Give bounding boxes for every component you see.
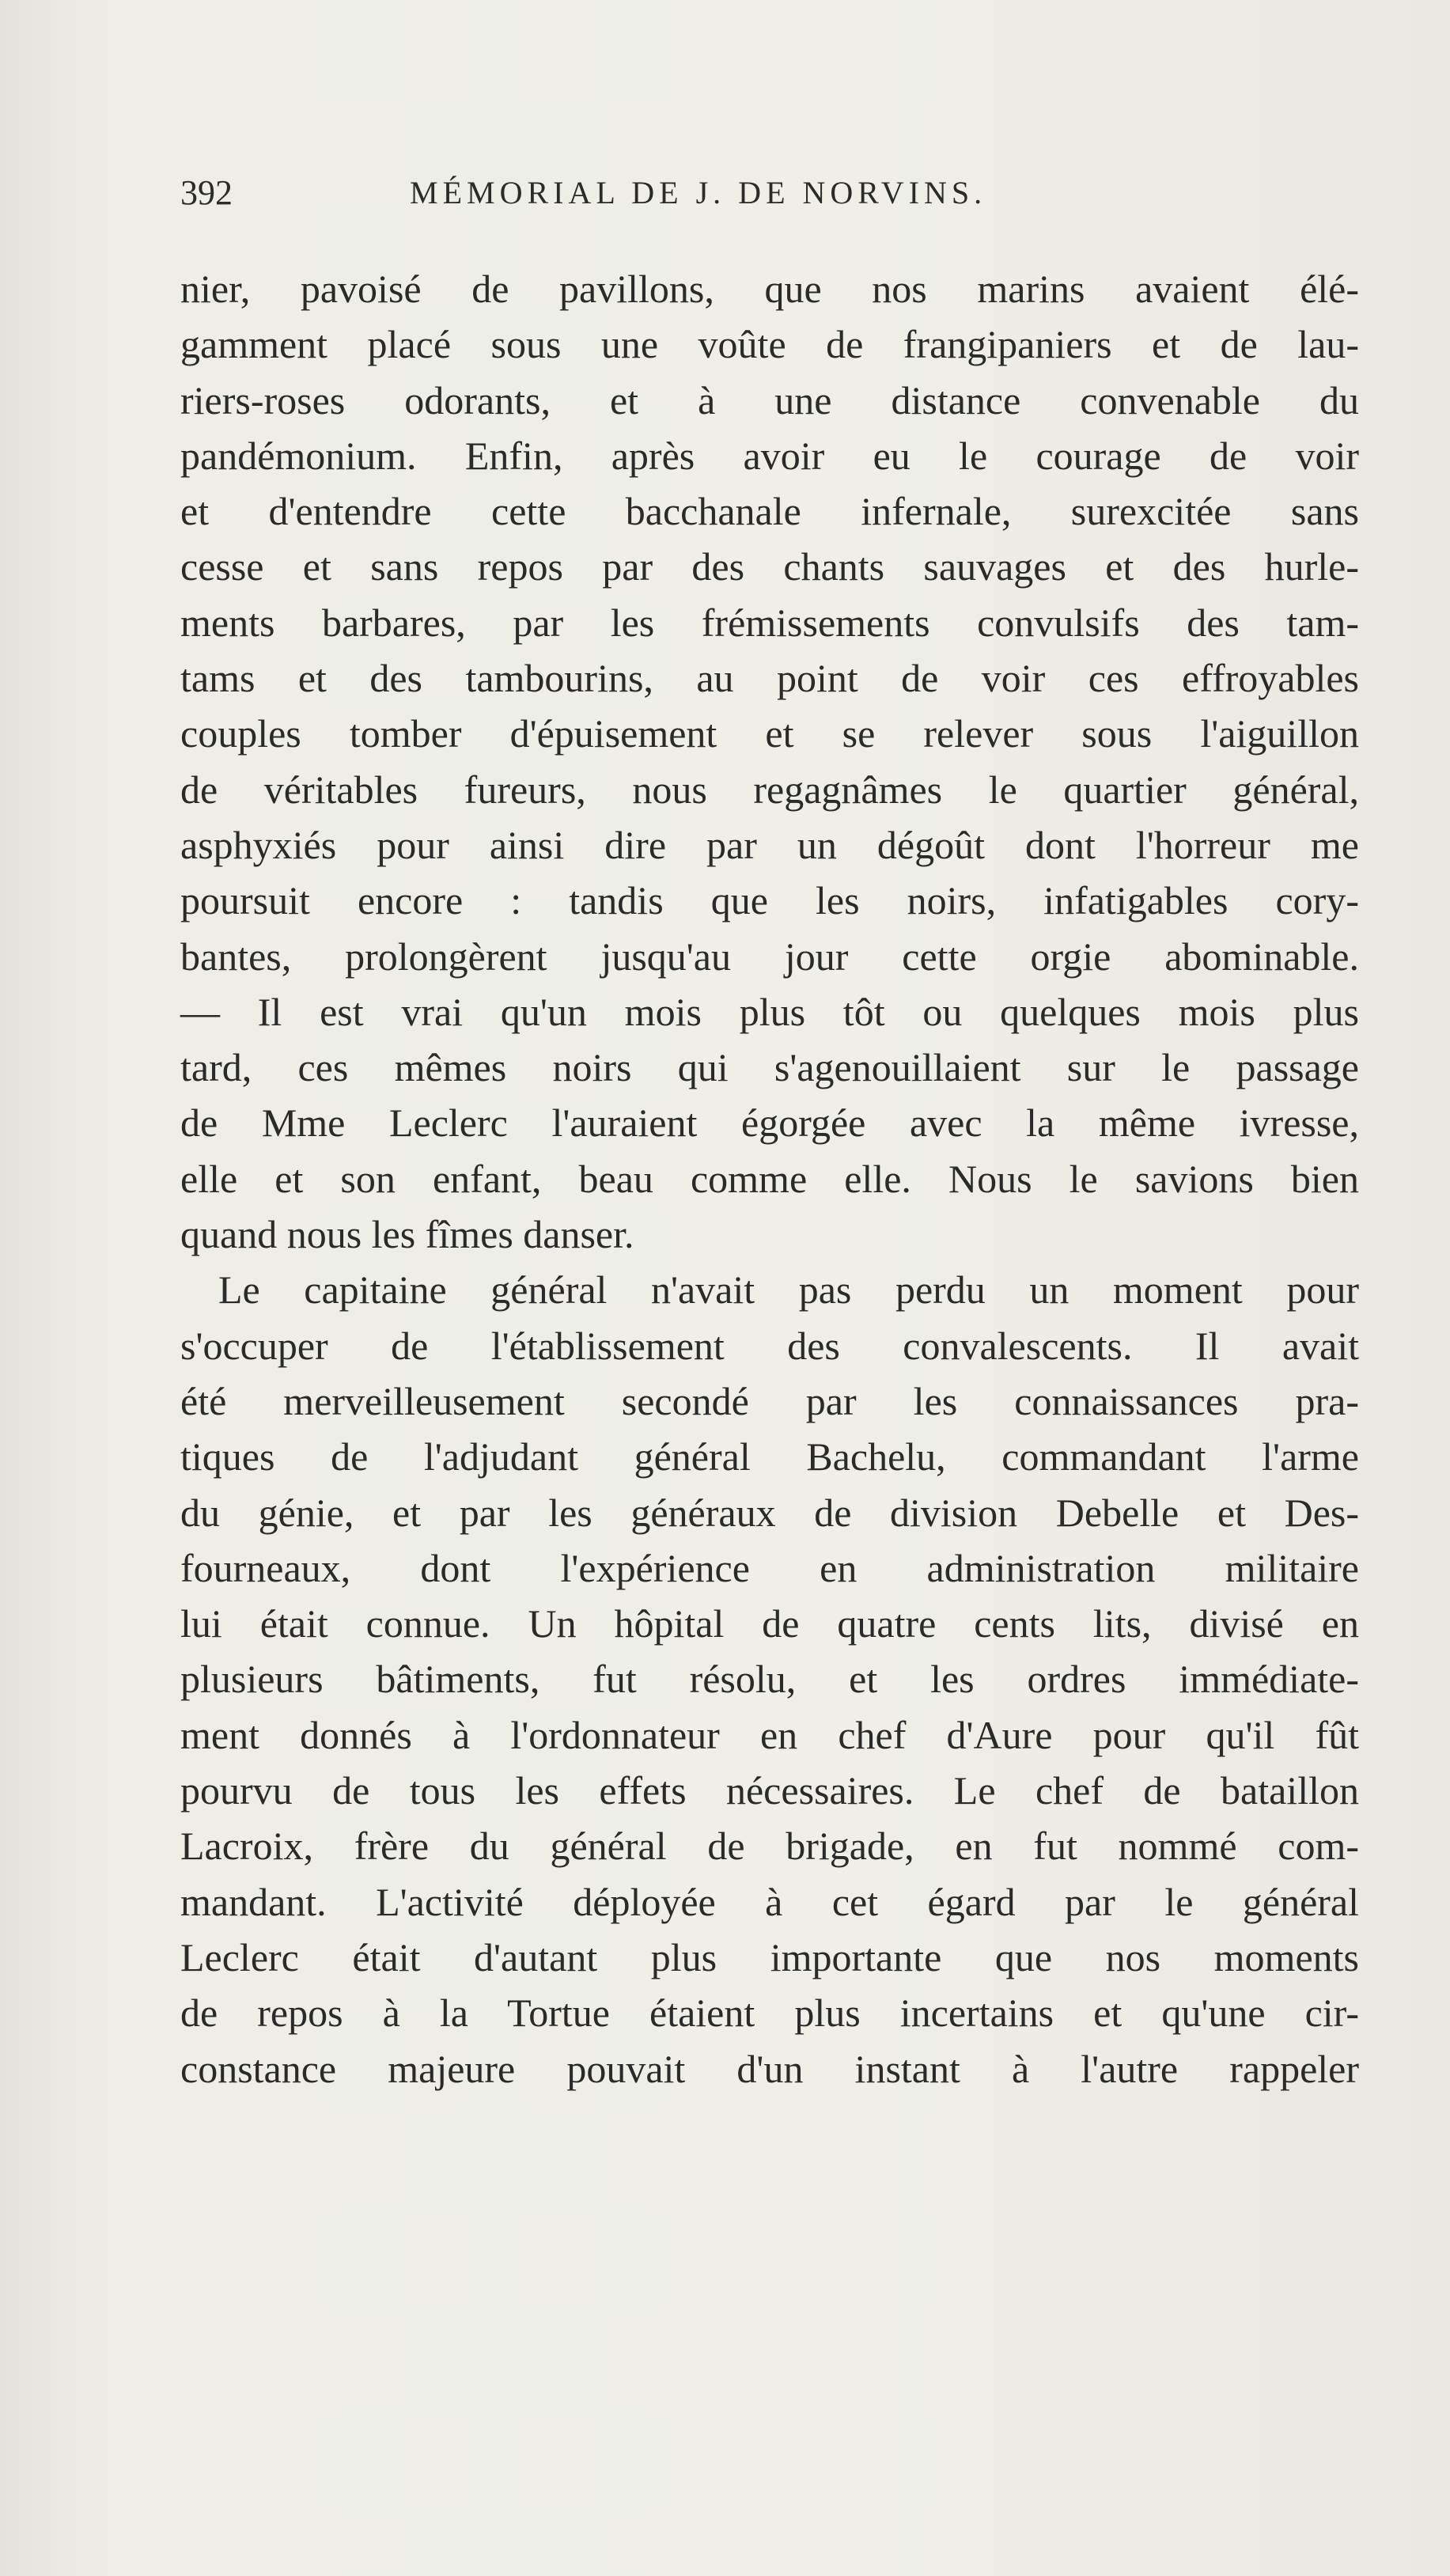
text-line: plusieurs bâtiments, fut résolu, et les ordres immédiate- <box>180 1657 1359 1702</box>
text-line: quand nous les fîmes danser. <box>180 1212 634 1257</box>
text-line: été merveilleusement secondé par les connaissances pra- <box>180 1378 1359 1423</box>
text-line: et d'entendre cette bacchanale infernale, surexcitée sans <box>180 489 1359 534</box>
text-line: tiques de l'adjudant général Bachelu, commandant l'arme <box>180 1434 1359 1479</box>
text-line: nier, pavoisé de pavillons, que nos marins avaient élé- <box>180 267 1359 311</box>
text-line: ments barbares, par les frémissements convulsifs des tam- <box>180 600 1359 645</box>
text-line: Leclerc était d'autant plus importante que nos moments <box>180 1934 1359 1979</box>
text-line: — Il est vrai qu'un mois plus tôt ou quelques mois plus <box>180 989 1359 1034</box>
text-line: Lacroix, frère du général de brigade, en fut nommé com- <box>180 1824 1359 1869</box>
text-line: ment donnés à l'ordonnateur en chef d'Aure pour qu'il fût <box>180 1712 1359 1757</box>
text-line: poursuit encore : tandis que les noirs, infatigables cory- <box>180 878 1359 923</box>
text-line: tams et des tambourins, au point de voir ces effroyables <box>180 656 1359 701</box>
text-line: bantes, prolongèrent jusqu'au jour cette orgie abominable. <box>180 934 1359 979</box>
text-line: cesse et sans repos par des chants sauvages et des hurle- <box>180 544 1359 589</box>
text-line: fourneaux, dont l'expérience en administration militaire <box>180 1545 1359 1590</box>
text-line: constance majeure pouvait d'un instant à l'autre rappeler <box>180 2046 1359 2091</box>
running-title: MÉMORIAL DE J. DE NORVINS. <box>410 175 987 210</box>
text-line: de Mme Leclerc l'auraient égorgée avec la même ivresse, <box>180 1100 1359 1146</box>
text-line: pourvu de tous les effets nécessaires. Le chef de bataillon <box>180 1768 1359 1813</box>
text-line: riers-roses odorants, et à une distance convenable du <box>180 377 1359 422</box>
running-header <box>180 172 1359 220</box>
text-line: de véritables fureurs, nous regagnâmes le quartier général, <box>180 767 1359 812</box>
body-text <box>180 261 1359 2097</box>
text-line: du génie, et par les généraux de division Debelle et Des- <box>180 1490 1359 1535</box>
text-line: mandant. L'activité déployée à cet égard par le général <box>180 1879 1359 1924</box>
text-line: lui était connue. Un hôpital de quatre cents lits, divisé en <box>180 1601 1359 1646</box>
text-line: asphyxiés pour ainsi dire par un dégoût dont l'horreur me <box>180 822 1359 867</box>
text-line: s'occuper de l'établissement des convalescents. Il avait <box>180 1323 1359 1368</box>
text-line: gamment placé sous une voûte de frangipaniers et de lau- <box>180 322 1359 367</box>
text-line: elle et son enfant, beau comme elle. Nous le savions bien <box>180 1156 1359 1201</box>
text-line: de repos à la Tortue étaient plus incertains et qu'une cir- <box>180 1991 1359 2036</box>
text-line: Le capitaine général n'avait pas perdu un moment pour <box>218 1267 1359 1313</box>
text-line: couples tomber d'épuisement et se relever sous l'aiguillon <box>180 711 1359 756</box>
page-number: 392 <box>180 173 233 212</box>
text-line: tard, ces mêmes noirs qui s'agenouillaient sur le passage <box>180 1045 1359 1090</box>
text-line: pandémonium. Enfin, après avoir eu le courage de voir <box>180 433 1359 478</box>
